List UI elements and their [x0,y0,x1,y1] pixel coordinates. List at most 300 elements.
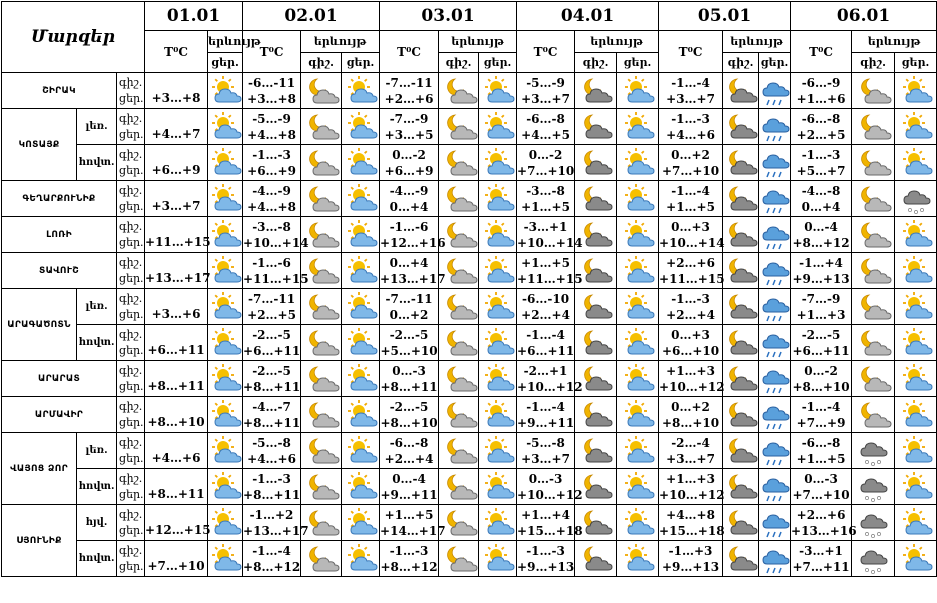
temperature: +8…+10 [145,397,208,433]
subregion-label: հովտ. [77,325,117,361]
temperature [243,181,301,217]
temperature [380,109,439,145]
time-of-day-line: ցեր. [119,487,144,501]
moon-dark-cloud-icon [575,73,617,109]
temperature [517,73,575,109]
temperature-line: -1…-3 [389,543,429,558]
temperature-line: -3…-8 [252,219,291,234]
time-of-day [117,361,145,397]
sun-cloud-icon [617,109,659,145]
temperature [791,361,852,397]
forecast-table [1,1,937,577]
temperature-line: +11…+15 [243,271,309,286]
moon-dark-cloud-icon [575,541,617,577]
temperature-line: -6…-8 [801,111,841,126]
time-of-day [117,181,145,217]
time-of-day-line: գիշ. [119,327,143,341]
temperature [517,541,575,577]
temperature [380,325,439,361]
temperature-line: -1…-3 [671,111,710,126]
temperature-line: 0…-3 [804,471,838,486]
sun-cloud-icon [895,253,937,289]
moon-cloud-icon [439,325,479,361]
moon-cloud-icon [852,289,895,325]
subregion-label: հովտ. [77,541,117,577]
temp-header: T⁰C [243,31,301,73]
temperature-line: +13…+16 [791,523,857,538]
temperature [791,397,852,433]
table-row [2,145,937,181]
temperature-line: -1…-4 [526,327,565,342]
sun-cloud-icon [617,469,659,505]
temperature-line: -1…-4 [671,183,710,198]
table-row [2,361,937,397]
moon-cloud-icon [852,73,895,109]
time-of-day [117,505,145,541]
temperature [517,181,575,217]
rain-cloud-icon [759,145,791,181]
temperature-line: -6…-8 [526,111,565,126]
temperature [517,145,575,181]
sun-cloud-icon [208,361,243,397]
sun-cloud-icon [479,469,517,505]
moon-cloud-icon [439,433,479,469]
temperature [243,505,309,541]
temperature-line: -2…+1 [523,363,568,378]
day-header: ցեր. [617,53,659,73]
sun-cloud-icon [208,541,243,577]
temperature-line: +4…+6 [247,451,296,466]
rain-cloud-icon [759,217,791,253]
temperature-line: 0…-2 [528,147,563,162]
temperature-line: -5…-8 [526,435,565,450]
temperature-line: +13…+17 [380,271,446,286]
sun-cloud-icon [895,73,937,109]
temperature-line: 0…-3 [392,363,426,378]
sun-cloud-icon [208,217,243,253]
temperature [380,433,439,469]
sun-cloud-icon [479,73,517,109]
temperature [380,397,439,433]
region-header: Մարզեր [2,2,145,73]
temperature-line: +6…+9 [247,163,296,178]
moon-cloud-icon [852,253,895,289]
temperature-line: +9…+13 [517,559,575,574]
temperature-line: -7…-11 [385,291,433,306]
temperature [659,289,723,325]
moon-cloud-icon [439,181,479,217]
temperature-line: 0…+4 [389,255,429,270]
moon-dark-cloud-icon [723,181,759,217]
sun-cloud-icon [342,145,380,181]
sun-cloud-icon [617,289,659,325]
sun-cloud-icon [342,109,380,145]
temperature: +3…+8 [145,73,208,109]
region-name: ՇԻՐԱԿ [2,73,117,109]
temp-header: T⁰C [380,31,439,73]
temperature [380,289,439,325]
snow-cloud-icon [895,181,937,217]
time-of-day-line: գիշ. [119,363,143,377]
sun-cloud-icon [479,253,517,289]
temperature-line: -1…-3 [526,543,565,558]
day-header: ցեր. [208,53,243,73]
temperature-line: -1…-3 [801,147,841,162]
temperature-line: +3…+7 [521,91,570,106]
table-body [2,73,937,577]
temperature-line: -2…-5 [389,327,429,342]
temperature-line: +8…+10 [661,415,720,430]
table-row [2,325,937,361]
moon-dark-cloud-icon [723,289,759,325]
temperature-line: -6…-8 [801,435,841,450]
night-header: գիշ. [439,53,479,73]
table-row [2,541,937,577]
sun-cloud-icon [208,109,243,145]
temperature-line: -7…-9 [801,291,841,306]
time-of-day-line: գիշ. [119,147,143,161]
moon-cloud-icon [852,325,895,361]
temperature-line: +4…+8 [666,507,715,522]
temperature-line: -4…-8 [801,183,841,198]
rain-cloud-icon [759,505,791,541]
temperature: +7…+10 [145,541,208,577]
date-header: 03.01 [380,2,517,31]
table-row [2,289,937,325]
temperature: +8…+11 [145,361,208,397]
temperature-line: +2…+6 [384,91,434,106]
sun-cloud-icon [617,541,659,577]
moon-dark-cloud-icon [723,505,759,541]
temperature-line: +3…+7 [521,451,570,466]
temperature-line: -2…-5 [801,327,841,342]
region-name: ՏԱՎՈՒՇ [2,253,117,289]
moon-cloud-icon [852,397,895,433]
temperature [517,469,583,505]
temperature-line: -6…-11 [248,75,296,90]
temperature-line: -1…-4 [526,399,565,414]
time-of-day [117,253,145,289]
sun-cloud-icon [479,361,517,397]
region-name: ԱՐՄԱՎԻՐ [2,397,117,433]
temperature-line: +8…+11 [380,379,438,394]
temperature-line: +8…+10 [792,379,850,394]
moon-dark-cloud-icon [575,397,617,433]
temperature [791,433,852,469]
temperature-line: -7…-11 [385,75,433,90]
temperature-line: +10…+12 [659,487,725,502]
phenomenon-header: երևույթ [439,31,517,53]
temperature [659,469,723,505]
rain-cloud-icon [759,361,791,397]
temperature-line: -6…-9 [801,75,841,90]
sun-cloud-icon [479,145,517,181]
temperature [791,253,852,289]
temperature-line: +6…+11 [792,343,850,358]
time-of-day-line: գիշ. [119,471,143,485]
temperature: +4…+6 [145,433,208,469]
time-of-day-line: ցեր. [119,415,144,429]
phenomenon-header: երևույթ [208,31,243,53]
moon-dark-cloud-icon [575,181,617,217]
temperature-line: +7…+9 [796,415,846,430]
temperature [659,73,723,109]
sun-cloud-icon [208,253,243,289]
temperature-line: +2…+6 [666,255,715,270]
rain-cloud-icon [759,433,791,469]
day-header: ցեր. [342,53,380,73]
time-of-day-line: գիշ. [119,507,143,521]
temperature [517,109,575,145]
sun-cloud-icon [342,253,380,289]
temperature-line: +2…+4 [384,451,434,466]
sun-cloud-icon [208,73,243,109]
temperature [659,325,723,361]
temperature-line: +8…+12 [792,235,850,250]
temperature-line: +12…+16 [380,235,446,250]
temperature [791,505,857,541]
temperature-line: +8…+12 [243,559,301,574]
rain-cloud-icon [759,541,791,577]
region-name: ԱՐԱԳԱԾՈՏՆ [2,289,77,361]
temperature [380,541,439,577]
temperature-line: -1…-6 [252,255,291,270]
subregion-label: լեռ. [77,433,117,469]
temperature [517,217,583,253]
temperature [791,325,852,361]
day-header: ցեր. [759,53,791,73]
temperature [517,289,575,325]
temperature-line: +6…+9 [384,163,434,178]
temp-header: T⁰C [517,31,575,73]
temperature-line: +9…+13 [661,559,720,574]
temperature-line: +8…+12 [380,559,438,574]
night-header: գիշ. [575,53,617,73]
snow-cloud-icon [852,505,895,541]
temperature-line: -2…-4 [671,435,710,450]
night-header: գիշ. [301,53,342,73]
temperature [517,361,583,397]
rain-cloud-icon [759,181,791,217]
temperature-line: +8…+11 [243,379,301,394]
temperature-line: +7…+11 [792,559,850,574]
table-row [2,73,937,109]
temperature [659,217,723,253]
sun-cloud-icon [342,469,380,505]
temperature-line: -1…-3 [252,471,291,486]
temperature [791,541,852,577]
sun-cloud-icon [479,325,517,361]
sun-cloud-icon [342,433,380,469]
temperature-line: 0…+2 [389,307,429,322]
sun-cloud-icon [479,541,517,577]
sun-cloud-icon [342,397,380,433]
day-header: ցեր. [479,53,517,73]
time-of-day-line: ցեր. [119,559,144,573]
date-header: 02.01 [243,2,380,31]
temperature-line: +1…+5 [384,507,434,522]
sun-cloud-icon [895,397,937,433]
temperature [659,145,723,181]
temperature-line: -6…-10 [522,291,570,306]
time-of-day-line: գիշ. [119,543,143,557]
time-of-day-line: գիշ. [119,291,143,305]
moon-cloud-icon [439,73,479,109]
sun-cloud-icon [208,145,243,181]
temperature [791,469,852,505]
temperature-line: +8…+10 [380,415,438,430]
temperature-line: 0…+4 [801,199,841,214]
time-of-day-line: ցեր. [119,451,144,465]
sun-cloud-icon [342,361,380,397]
sun-cloud-icon [342,541,380,577]
temperature [380,361,439,397]
table-row [2,397,937,433]
moon-cloud-icon [439,541,479,577]
time-of-day [117,541,145,577]
temperature-line: +3…+7 [666,91,715,106]
moon-cloud-icon [439,145,479,181]
night-header: գիշ. [852,53,895,73]
snow-cloud-icon [852,469,895,505]
temperature: +12…+15 [145,505,208,541]
sun-cloud-icon [342,181,380,217]
moon-cloud-icon [301,541,342,577]
moon-dark-cloud-icon [723,397,759,433]
temperature-line: +15…+18 [517,523,583,538]
moon-dark-cloud-icon [575,433,617,469]
temperature-line: -1…+2 [249,507,294,522]
time-of-day-line: գիշ. [119,435,143,449]
temperature: +3…+7 [145,181,208,217]
temperature [791,145,852,181]
time-of-day-line: ցեր. [119,379,144,393]
temperature [243,217,309,253]
temperature: +11…+15 [145,217,208,253]
temperature [659,505,723,541]
temperature [791,181,852,217]
time-of-day-line: գիշ. [119,111,143,125]
temperature-line: 0…+2 [671,147,710,162]
temperature-line: -7…-9 [389,111,429,126]
table-row [2,505,937,541]
time-of-day-line: ցեր. [119,127,144,141]
table-row [2,109,937,145]
time-of-day-line: գիշ. [119,219,143,233]
temperature-line: 0…+4 [389,199,429,214]
moon-dark-cloud-icon [723,145,759,181]
temperature-line: +9…+11 [517,415,575,430]
temperature-line: 0…-3 [528,471,563,486]
moon-cloud-icon [852,217,895,253]
sun-cloud-icon [895,325,937,361]
temperature-line: -1…-4 [671,75,710,90]
region-name: ԳԵՂԱՐՔՈՒՆԻՔ [2,181,117,217]
region-name: ԱՐԱՐԱՏ [2,361,117,397]
temperature-line: +5…+10 [380,343,438,358]
sun-cloud-icon [895,541,937,577]
moon-cloud-icon [439,469,479,505]
temperature-line: +4…+8 [247,127,296,142]
temperature [380,181,439,217]
temperature [380,253,446,289]
temperature-line: -5…-8 [252,435,291,450]
moon-cloud-icon [301,325,342,361]
time-of-day [117,109,145,145]
temperature [243,109,301,145]
moon-cloud-icon [301,181,342,217]
sun-cloud-icon [479,505,517,541]
time-of-day-line: ցեր. [119,199,144,213]
region-name: ԼՈՌԻ [2,217,117,253]
sun-cloud-icon [617,253,659,289]
temperature [243,541,301,577]
temperature [659,109,723,145]
moon-cloud-icon [439,109,479,145]
moon-cloud-icon [301,73,342,109]
moon-dark-cloud-icon [723,361,759,397]
time-of-day-line: ցեր. [119,307,144,321]
time-of-day-line: գիշ. [119,75,143,89]
temperature-line: +6…+11 [517,343,575,358]
temperature-line: +1…+3 [666,363,715,378]
temperature-line: +1…+5 [521,255,570,270]
sun-cloud-icon [342,289,380,325]
temperature-line: +1…+5 [666,199,715,214]
temperature: +3…+6 [145,289,208,325]
time-of-day [117,289,145,325]
temperature-line: -4…-9 [252,183,291,198]
temp-header: T⁰C [145,31,208,73]
temperature-line: +5…+7 [796,163,846,178]
date-header: 05.01 [659,2,791,31]
moon-dark-cloud-icon [575,289,617,325]
temperature-line: +9…+11 [380,487,438,502]
sun-cloud-icon [617,505,659,541]
moon-cloud-icon [852,109,895,145]
temp-header: T⁰C [659,31,723,73]
temperature-line: +14…+17 [380,523,446,538]
sun-cloud-icon [895,109,937,145]
moon-cloud-icon [852,361,895,397]
temperature-line: -1…+4 [799,255,843,270]
sun-cloud-icon [342,217,380,253]
temperature [791,217,852,253]
subregion-label: լեռ. [77,109,117,145]
sun-cloud-icon [895,217,937,253]
temperature-line: 0…-4 [804,219,838,234]
temperature [380,145,439,181]
moon-dark-cloud-icon [723,253,759,289]
temperature-line: +8…+11 [243,415,301,430]
time-of-day [117,145,145,181]
moon-cloud-icon [301,397,342,433]
date-header: 01.01 [145,2,243,31]
temperature [243,433,301,469]
sun-cloud-icon [208,181,243,217]
sun-cloud-icon [617,217,659,253]
sun-cloud-icon [342,73,380,109]
region-name: ՎԱՅՈՑ ՁՈՐ [2,433,77,505]
time-of-day-line: ցեր. [119,91,144,105]
sun-cloud-icon [895,433,937,469]
temperature [243,361,301,397]
phenomenon-header: երևույթ [723,31,791,53]
temperature [791,289,852,325]
night-header: գիշ. [723,53,759,73]
temperature [243,469,301,505]
temperature-line: -4…-7 [252,399,291,414]
